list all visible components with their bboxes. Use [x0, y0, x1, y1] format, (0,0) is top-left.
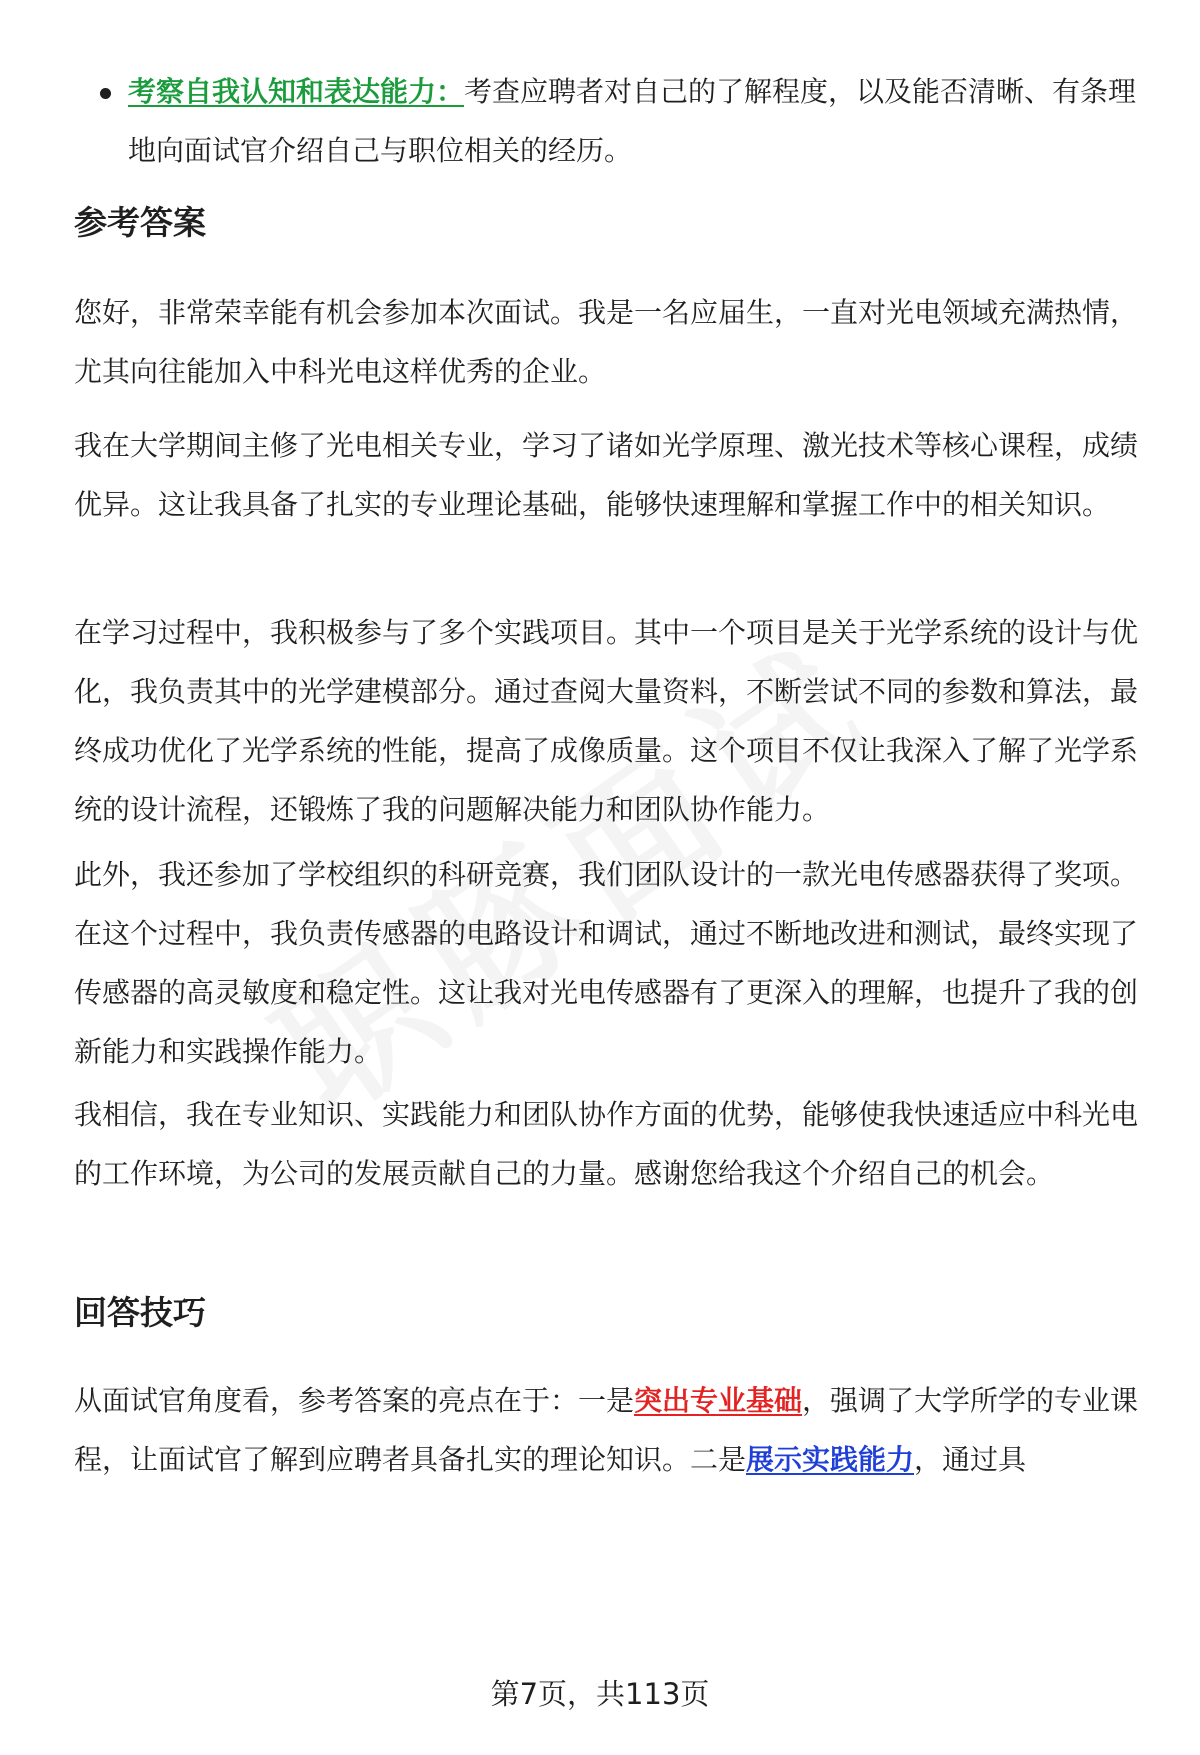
section-heading-reference-answer: 参考答案 — [74, 203, 206, 242]
answer-paragraph-2: 我在大学期间主修了光电相关专业，学习了诸如光学原理、激光技术等核心课程，成绩优异。这让我具备了扎实的专业理论基础，能够快速理解和掌握工作中的相关知识。 — [74, 429, 1139, 521]
answer-paragraph-4: 此外，我还参加了学校组织的科研竞赛，我们团队设计的一款光电传感器获得了奖项。在这个过程中，我负责传感器的电路设计和调试，通过不断地改进和测试，最终实现了传感器的高灵敏度和稳定性。这让我对光电传感器有了更深入的理解，也提升了我的创新能力和实践操作能力。 — [74, 858, 1139, 1068]
bullet-dot-icon — [100, 88, 111, 99]
bullet-text: 考查应聘者对自己的了解程度，以及能否清晰、有条理地向面试官介绍自己与职位相关的经历。 — [128, 75, 1137, 167]
tips-text-2: ，强调了大学所学的专业课程，让面试官了解到应聘者具备扎实的理论知识。二是 — [74, 1384, 1139, 1476]
section-heading-answer-tips: 回答技巧 — [74, 1293, 206, 1332]
answer-paragraph-3: 在学习过程中，我积极参与了多个实践项目。其中一个项目是关于光学系统的设计与优化，我负责其中的光学建模部分。通过查阅大量资料，不断尝试不同的参数和算法，最终成功优化了光学系统的性能，提高了成像质量。这个项目不仅让我深入了解了光学系统的设计流程，还锻炼了我的问题解决能力和团队协作能力。 — [74, 616, 1139, 826]
answer-paragraph-5: 我相信，我在专业知识、实践能力和团队协作方面的优势，能够使我快速适应中科光电的工作环境，为公司的发展贡献自己的力量。感谢您给我这个介绍自己的机会。 — [74, 1098, 1139, 1190]
tips-highlight-2: 展示实践能力 — [746, 1443, 915, 1476]
bullet-item — [128, 62, 1146, 180]
answer-paragraph-1: 您好，非常荣幸能有机会参加本次面试。我是一名应届生，一直对光电领域充满热情，尤其向往能加入中科光电这样优秀的企业。 — [74, 296, 1139, 388]
tips-text-1: 从面试官角度看，参考答案的亮点在于：一是 — [74, 1384, 635, 1417]
tips-highlight-1: 突出专业基础 — [634, 1384, 803, 1417]
tips-text-3: ，通过具 — [914, 1443, 1027, 1476]
bullet-label: 考察自我认知和表达能力： — [128, 75, 465, 108]
tips-paragraph — [74, 1371, 1146, 1489]
page-number: 第7页，共113页 — [490, 1677, 710, 1711]
